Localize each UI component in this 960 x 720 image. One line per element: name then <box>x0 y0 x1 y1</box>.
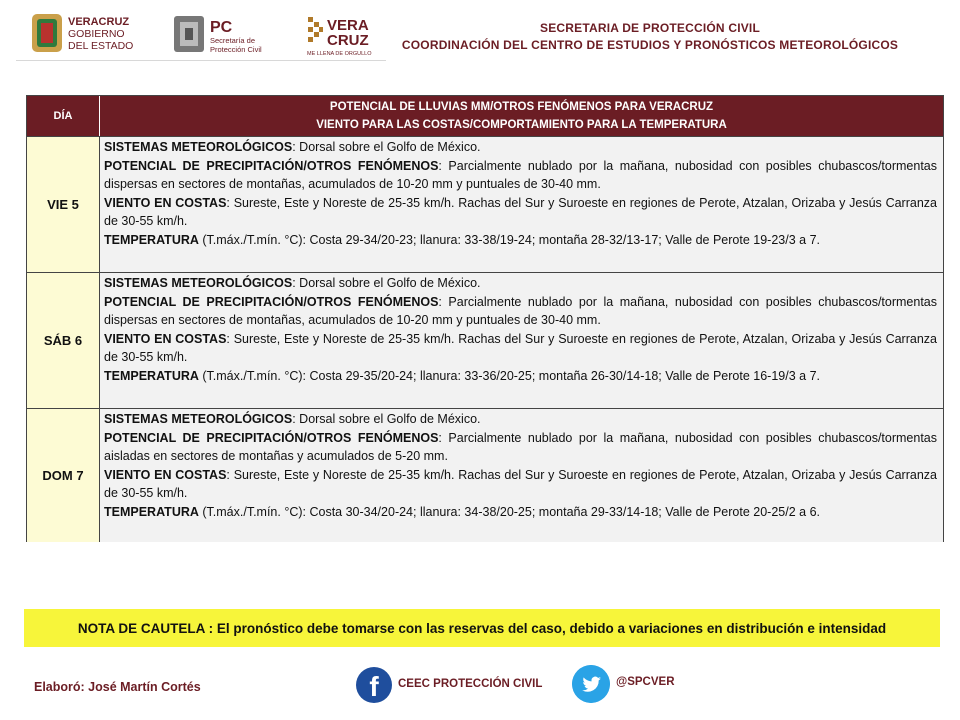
logo-tagline: ME LLENA DE ORGULLO <box>307 51 372 57</box>
viento-line <box>104 466 937 503</box>
precipitacion-line <box>104 157 937 194</box>
viento-text: : Sureste, Este y Noreste de 25-35 km/h. Rachas del Sur y Suroeste en regiones de Perote, Atzalan, Orizaba y Jesús Carranza de 30-55 km/h. <box>104 195 937 229</box>
day-cell: DOM 7 <box>27 409 100 542</box>
temperatura-text: (T.máx./T.mín. °C): Costa 29-35/20-24; llanura: 33-36/20-25; montaña 26-30/14-18; Valle de Perote 16-19/3 a 7. <box>198 368 820 383</box>
facebook-link[interactable]: CEEC PROTECCIÓN CIVIL <box>398 678 543 690</box>
precipitacion-text: : Parcialmente nublado por la mañana, nubosidad con posibles chubascos/tormentas aisladas en sectores de montañas y acumulados de 5-20 mm. <box>104 430 938 464</box>
logo-line-1: VERACRUZ <box>68 16 130 28</box>
viento-line <box>104 194 937 231</box>
table-row <box>27 136 943 272</box>
table-row <box>27 272 943 408</box>
twitter-handle[interactable]: @SPCVER <box>616 676 675 688</box>
header-titles <box>380 20 920 54</box>
proteccion-civil-logo <box>172 12 292 56</box>
sistemas-label: SISTEMAS METEOROLÓGICOS <box>104 412 293 426</box>
precipitacion-line <box>104 429 937 466</box>
column-header-forecast <box>100 96 943 136</box>
logo-pc-line1: Secretaría de <box>210 36 256 45</box>
logo-line-2: GOBIERNO <box>68 28 125 40</box>
sistemas-label: SISTEMAS METEOROLÓGICOS <box>104 276 293 290</box>
precipitacion-text: : Parcialmente nublado por la mañana, nubosidad con posibles chubascos/tormentas dispersas en sectores de montañas, acumulados de 10-20 mm y puntuales de 30-40 mm. <box>104 158 938 192</box>
gobierno-veracruz-logo <box>30 10 165 56</box>
sistemas-line <box>104 138 937 157</box>
sistemas-label: SISTEMAS METEOROLÓGICOS <box>104 140 293 154</box>
forecast-table <box>26 95 944 542</box>
viento-text: : Sureste, Este y Noreste de 25-35 km/h. Rachas del Sur y Suroeste en regiones de Perote, Atzalan, Orizaba y Jesús Carranza de 30-55 km/h. <box>104 331 937 365</box>
page-header <box>0 0 960 62</box>
column-header-line-1: POTENCIAL DE LLUVIAS MM/OTROS FENÓMENOS PARA VERACRUZ <box>329 101 714 113</box>
table-header <box>27 96 943 136</box>
forecast-cell <box>100 409 943 542</box>
temperatura-label: TEMPERATURA <box>104 368 199 383</box>
header-title-1: SECRETARIA DE PROTECCIÓN CIVIL <box>539 21 760 35</box>
facebook-icon[interactable]: f <box>356 667 392 703</box>
viento-label: VIENTO EN COSTAS <box>104 195 227 210</box>
sistemas-text: : Dorsal sobre el Golfo de México. <box>292 276 481 290</box>
precipitacion-label: POTENCIAL DE PRECIPITACIÓN/OTROS FENÓMENOS <box>104 158 439 173</box>
temperatura-line <box>104 367 937 386</box>
column-header-line-2: VIENTO PARA LAS COSTAS/COMPORTAMIENTO PARA LA TEMPERATURA <box>316 119 727 131</box>
table-row <box>27 408 943 542</box>
sistemas-line <box>104 410 937 429</box>
veracruz-orgullo-logo <box>305 12 385 58</box>
precipitacion-label: POTENCIAL DE PRECIPITACIÓN/OTROS FENÓMENOS <box>104 430 439 445</box>
sistemas-text: : Dorsal sobre el Golfo de México. <box>292 412 481 426</box>
viento-label: VIENTO EN COSTAS <box>104 331 227 346</box>
temperatura-line <box>104 503 937 522</box>
precipitacion-label: POTENCIAL DE PRECIPITACIÓN/OTROS FENÓMENOS <box>104 294 439 309</box>
day-cell: SÁB 6 <box>27 273 100 408</box>
logo-pc-line2: Protección Civil <box>210 45 262 54</box>
sistemas-text: : Dorsal sobre el Golfo de México. <box>292 140 481 154</box>
temperatura-label: TEMPERATURA <box>104 504 199 519</box>
column-header-day: DÍA <box>27 96 100 136</box>
viento-label: VIENTO EN COSTAS <box>104 467 227 482</box>
forecast-cell <box>100 273 943 408</box>
temperatura-line <box>104 231 937 250</box>
sistemas-line <box>104 274 937 293</box>
forecast-cell <box>100 137 943 272</box>
logo-vera: VERA <box>327 17 369 34</box>
temperatura-text: (T.máx./T.mín. °C): Costa 30-34/20-24; llanura: 34-38/20-25; montaña 29-33/14-18; Valle de Perote 20-25/2 a 6. <box>198 504 820 519</box>
precipitacion-text: : Parcialmente nublado por la mañana, nubosidad con posibles chubascos/tormentas dispersas en sectores de montañas, acumulados de 10-20 mm y puntuales de 30-40 mm. <box>104 294 938 328</box>
twitter-icon[interactable] <box>572 665 610 703</box>
day-cell: VIE 5 <box>27 137 100 272</box>
precipitacion-line <box>104 293 937 330</box>
temperatura-text: (T.máx./T.mín. °C): Costa 29-34/20-23; llanura: 33-38/19-24; montaña 28-32/13-17; Valle de Perote 19-23/3 a 7. <box>198 232 820 247</box>
temperatura-label: TEMPERATURA <box>104 232 199 247</box>
logo-line-3: DEL ESTADO <box>68 40 134 52</box>
header-title-2: COORDINACIÓN DEL CENTRO DE ESTUDIOS Y PRONÓSTICOS METEOROLÓGICOS <box>401 38 899 52</box>
author-credit: Elaboró: José Martín Cortés <box>34 680 201 694</box>
viento-text: : Sureste, Este y Noreste de 25-35 km/h. Rachas del Sur y Suroeste en regiones de Perote, Atzalan, Orizaba y Jesús Carranza de 30-55 km/h. <box>104 467 937 501</box>
logo-pc-abbr: PC <box>210 19 233 36</box>
header-divider <box>16 60 386 61</box>
caution-note: NOTA DE CAUTELA : El pronóstico debe tomarse con las reservas del caso, debido a variaciones en distribución e intensidad <box>24 609 940 647</box>
logo-cruz: CRUZ <box>327 32 369 49</box>
viento-line <box>104 330 937 367</box>
